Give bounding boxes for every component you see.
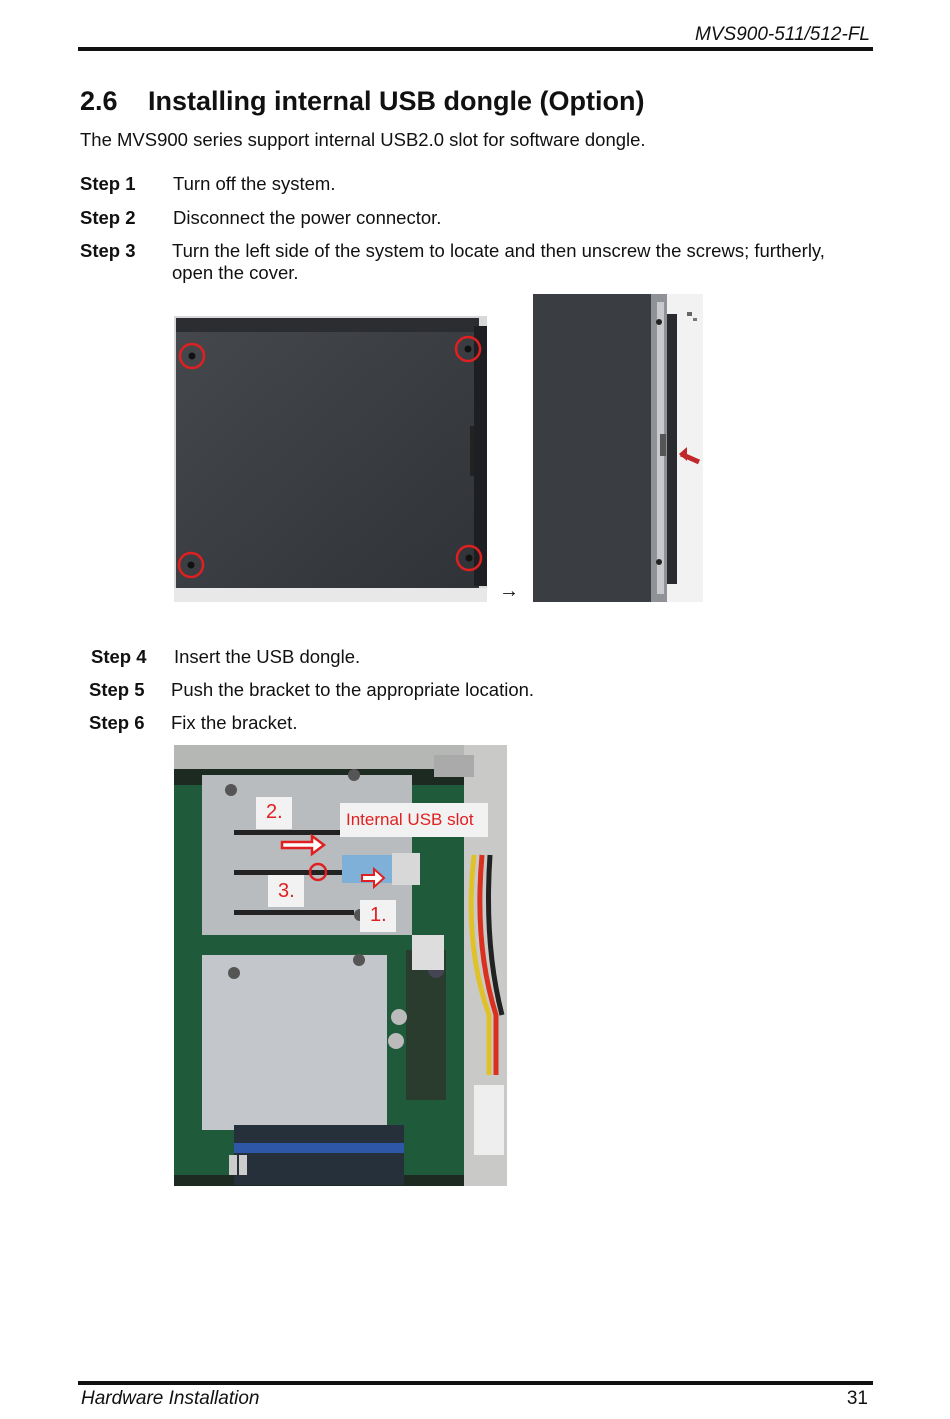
step-1-text: Turn off the system. — [173, 173, 336, 194]
step-4-label: Step 4 — [91, 646, 147, 667]
step-5-text: Push the bracket to the appropriate location. — [171, 679, 535, 700]
page-number: 31 — [846, 1388, 868, 1409]
step-1-label: Step 1 — [80, 173, 136, 194]
chassis-open-photo — [533, 294, 703, 602]
internal-usb-photo — [174, 745, 507, 1186]
arrow-icon: → — [499, 580, 519, 602]
callout-2: 2. — [266, 801, 283, 823]
footer-chapter: Hardware Installation — [81, 1388, 260, 1409]
step-6-text: Fix the bracket. — [171, 712, 298, 733]
step-3-text-line1: Turn the left side of the system to locate and then unscrew the screws; furtherly, — [172, 240, 825, 261]
callout-3: 3. — [278, 880, 295, 902]
step-2-text: Disconnect the power connector. — [173, 207, 442, 228]
step-3-label: Step 3 — [80, 240, 136, 261]
step-5-label: Step 5 — [89, 679, 145, 700]
step-2-label: Step 2 — [80, 207, 136, 228]
chassis-side-photo — [174, 316, 487, 602]
header-model: MVS900-511/512-FL — [695, 24, 870, 45]
usb-slot-label: Internal USB slot — [346, 810, 474, 829]
section-title: Installing internal USB dongle (Option) — [148, 86, 645, 116]
footer-rule — [78, 1381, 873, 1385]
step-4-text: Insert the USB dongle. — [174, 646, 361, 667]
header-rule — [78, 47, 873, 51]
callout-1: 1. — [370, 904, 387, 926]
step-3-text-line2: open the cover. — [172, 262, 299, 283]
section-intro: The MVS900 series support internal USB2.0 slot for software dongle. — [80, 129, 646, 150]
step-6-label: Step 6 — [89, 712, 145, 733]
section-number: 2.6 — [80, 86, 118, 116]
